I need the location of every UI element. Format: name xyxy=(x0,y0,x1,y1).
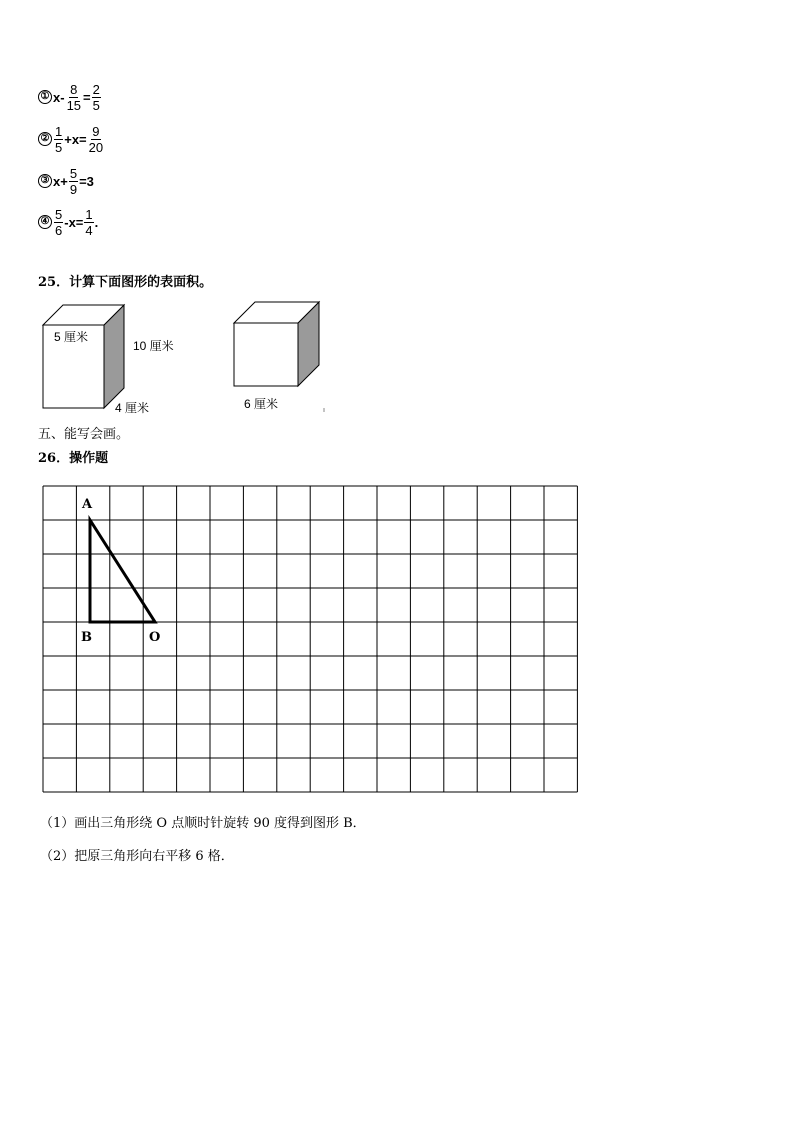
point-o-label: O xyxy=(149,630,161,645)
point-a-label: A xyxy=(82,497,93,512)
grid-lines xyxy=(43,486,577,792)
instruction-1: （1）画出三角形绕 O 点顺时针旋转 90 度得到图形 B． xyxy=(40,816,366,831)
equation-text: x+ xyxy=(53,173,68,189)
equation-text: = xyxy=(83,89,91,105)
equation-text: +x= xyxy=(64,131,87,147)
fraction: $\frac{5}{6}$ xyxy=(55,206,63,238)
circled-number: ④ xyxy=(38,215,52,229)
fraction: $\frac{1}{4}$ xyxy=(85,206,93,238)
cuboid-depth-label: 4 厘米 xyxy=(115,401,150,415)
cuboid-width-label: 5 厘米 xyxy=(54,330,89,344)
fraction: $\frac{8}{15}$ xyxy=(66,81,82,113)
circled-number: ③ xyxy=(38,174,52,188)
instruction-2: （2）把原三角形向右平移 6 格． xyxy=(40,849,234,864)
cube-edge-label: 6 厘米 xyxy=(244,397,279,411)
question-26-title: 26．操作题 xyxy=(38,451,109,466)
cuboid-height-label: 10 厘米 xyxy=(133,339,174,353)
equation-text: =3 xyxy=(79,173,94,189)
fraction: $\frac{5}{9}$ xyxy=(69,165,78,197)
equation-text: . xyxy=(94,214,99,230)
fraction: $\frac{2}{5}$ xyxy=(92,81,100,113)
circled-number: ① xyxy=(38,90,52,104)
section-5-title: 五、能写会画。 xyxy=(38,427,130,442)
fraction: $\frac{9}{20}$ xyxy=(88,123,104,155)
point-b-label: B xyxy=(81,630,92,645)
question-25-title: 25．计算下面图形的表面积。 xyxy=(38,275,213,290)
fraction: $\frac{1}{5}$ xyxy=(55,123,63,155)
equation-text: x- xyxy=(53,89,65,105)
triangle-abo xyxy=(90,520,155,622)
circled-number: ② xyxy=(38,132,52,146)
equation-text: -x= xyxy=(64,214,84,230)
